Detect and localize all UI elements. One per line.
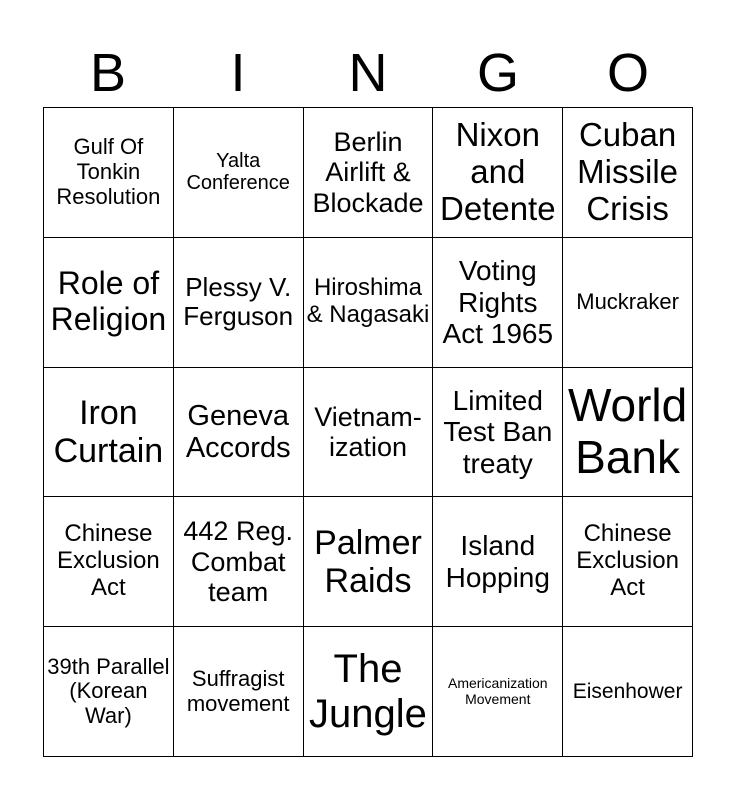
header-letter-i: I [230,43,246,103]
bingo-cell-text: The Jungle [309,646,427,736]
bingo-cell-text: Role of Religion [50,265,167,338]
bingo-cell-text: Eisenhower [572,679,683,703]
bingo-cell-text: Chinese Exclusion Act [57,520,160,602]
bingo-grid [43,107,693,757]
bingo-cell-text: Cuban Missile Crisis [577,115,679,227]
bingo-cell-text: Palmer Raids [314,523,422,600]
bingo-cell-text: Gulf Of Tonkin Resolution [56,134,161,209]
bingo-cell-text: Suffragist movement [186,665,290,716]
bingo-cell-text: Berlin Airlift & Blockade [312,127,424,218]
bingo-cell[interactable] [433,627,563,757]
bingo-cell[interactable] [44,238,174,368]
bingo-cell-text: Chinese Exclusion Act [576,520,679,602]
bingo-cell[interactable] [563,497,693,627]
bingo-cell-text: Island Hopping [445,530,550,593]
bingo-cell-text: Limited Test Ban treaty [443,384,553,479]
bingo-cell[interactable] [433,108,563,238]
bingo-cell[interactable] [433,238,563,368]
bingo-cell[interactable] [44,368,174,498]
bingo-cell[interactable] [304,497,434,627]
bingo-header [43,40,693,106]
header-letter-g: G [476,43,519,103]
bingo-cell[interactable] [563,108,693,238]
bingo-cell-text: 39th Parallel (Korean War) [47,653,170,728]
bingo-cell[interactable] [563,238,693,368]
bingo-cell-text: Nixon and Detente [439,115,556,227]
bingo-cell[interactable] [174,497,304,627]
bingo-cell[interactable] [44,108,174,238]
bingo-cell[interactable] [304,368,434,498]
header-letter-n: N [348,43,388,103]
header-letter-b: B [89,43,127,103]
bingo-cell-text: Yalta Conference [186,150,290,195]
bingo-cell[interactable] [174,238,304,368]
bingo-cell-text: Geneva Accords [185,399,291,464]
bingo-cell[interactable] [433,497,563,627]
bingo-cell[interactable] [563,627,693,757]
bingo-cell[interactable] [44,497,174,627]
bingo-cell[interactable] [433,368,563,498]
bingo-cell-text: Muckraker [576,288,679,314]
bingo-cell[interactable] [174,368,304,498]
bingo-cell-text: Plessy V. Ferguson [183,272,294,332]
bingo-cell-text: Vietnam-ization [314,401,422,462]
bingo-cell[interactable] [304,238,434,368]
bingo-cell[interactable] [174,108,304,238]
bingo-cell[interactable] [174,627,304,757]
bingo-cell-text: Iron Curtain [53,393,164,470]
bingo-cell-text: Americanization Movement [447,674,548,707]
bingo-cell[interactable] [304,108,434,238]
bingo-cell-text: 442 Reg. Combat team [183,516,293,607]
bingo-cell-text: Voting Rights Act 1965 [442,255,554,349]
header-letter-o: O [606,43,649,103]
bingo-cell-text: Hiroshima & Nagasaki [306,274,430,329]
bingo-cell-text: World Bank [567,379,688,483]
bingo-cell[interactable] [304,627,434,757]
bingo-cell[interactable] [563,368,693,498]
bingo-cell[interactable] [44,627,174,757]
